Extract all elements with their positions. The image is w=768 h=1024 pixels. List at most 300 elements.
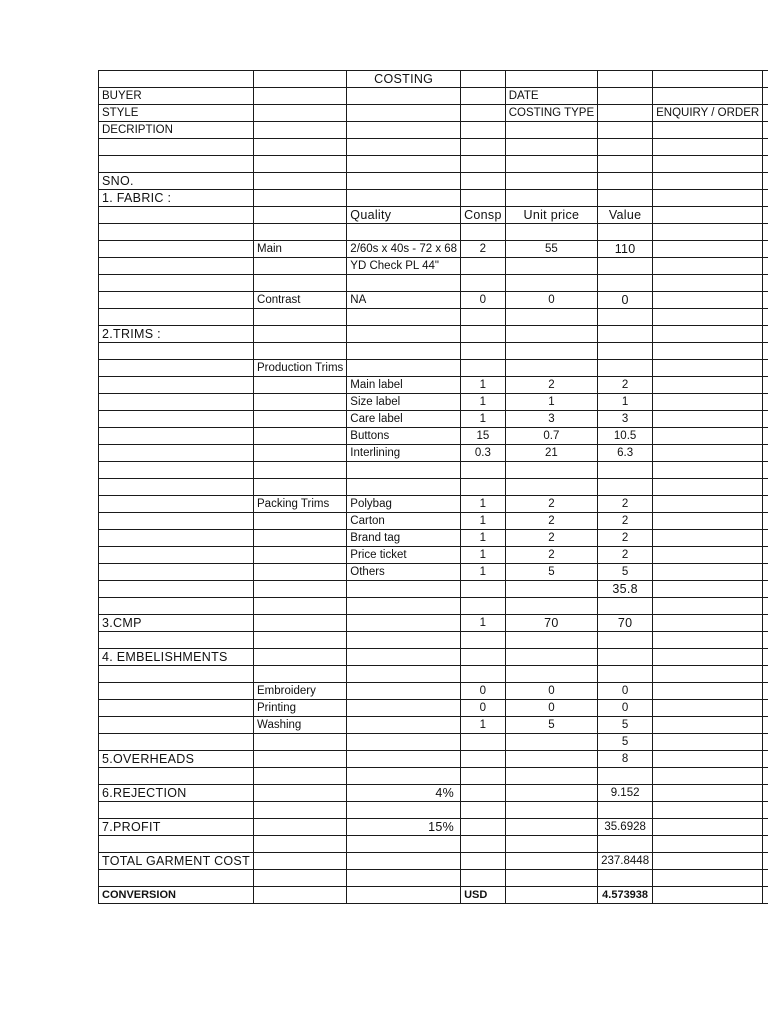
- sheet-cell[interactable]: [347, 836, 461, 853]
- sheet-cell[interactable]: [254, 275, 347, 292]
- sheet-cell[interactable]: [461, 479, 506, 496]
- sheet-cell[interactable]: 3: [505, 411, 597, 428]
- sheet-cell[interactable]: [254, 615, 347, 632]
- sheet-cell[interactable]: [505, 173, 597, 190]
- sheet-cell[interactable]: [598, 156, 653, 173]
- sheet-cell[interactable]: [653, 360, 763, 377]
- sheet-cell[interactable]: [763, 360, 768, 377]
- sheet-cell[interactable]: [653, 190, 763, 207]
- sheet-cell[interactable]: [99, 802, 254, 819]
- sheet-cell[interactable]: [653, 224, 763, 241]
- sheet-cell[interactable]: [763, 479, 768, 496]
- sheet-cell[interactable]: [505, 853, 597, 870]
- sheet-cell[interactable]: [763, 275, 768, 292]
- sheet-cell[interactable]: [598, 768, 653, 785]
- sheet-cell[interactable]: [653, 632, 763, 649]
- sheet-cell[interactable]: [99, 139, 254, 156]
- sheet-cell[interactable]: [461, 853, 506, 870]
- sheet-cell[interactable]: [763, 598, 768, 615]
- sheet-cell[interactable]: 2: [505, 496, 597, 513]
- sheet-cell[interactable]: 1: [461, 717, 506, 734]
- sheet-cell[interactable]: [505, 479, 597, 496]
- sheet-cell[interactable]: [763, 751, 768, 768]
- sheet-cell[interactable]: 1: [461, 496, 506, 513]
- sheet-cell[interactable]: [505, 190, 597, 207]
- sheet-cell[interactable]: [461, 173, 506, 190]
- sheet-cell[interactable]: [254, 88, 347, 105]
- sheet-cell[interactable]: [598, 360, 653, 377]
- sheet-cell[interactable]: [653, 173, 763, 190]
- sheet-cell[interactable]: [763, 496, 768, 513]
- sheet-cell[interactable]: [653, 717, 763, 734]
- sheet-cell[interactable]: 70: [505, 615, 597, 632]
- sheet-cell[interactable]: [763, 139, 768, 156]
- sheet-cell[interactable]: Brand tag: [347, 530, 461, 547]
- sheet-cell[interactable]: [99, 547, 254, 564]
- sheet-cell[interactable]: [763, 156, 768, 173]
- sheet-cell[interactable]: [505, 649, 597, 666]
- sheet-cell[interactable]: [505, 751, 597, 768]
- sheet-cell[interactable]: [763, 785, 768, 802]
- sheet-cell[interactable]: Size label: [347, 394, 461, 411]
- sheet-cell[interactable]: [653, 785, 763, 802]
- sheet-cell[interactable]: [763, 836, 768, 853]
- sheet-cell[interactable]: [347, 581, 461, 598]
- sheet-cell[interactable]: [347, 649, 461, 666]
- sheet-cell[interactable]: [763, 513, 768, 530]
- sheet-cell[interactable]: [763, 887, 768, 904]
- sheet-cell[interactable]: 2: [505, 513, 597, 530]
- sheet-cell[interactable]: Main: [254, 241, 347, 258]
- sheet-cell[interactable]: [763, 173, 768, 190]
- sheet-cell[interactable]: Care label: [347, 411, 461, 428]
- sheet-cell[interactable]: 4. EMBELISHMENTS: [99, 649, 254, 666]
- sheet-cell[interactable]: Embroidery: [254, 683, 347, 700]
- sheet-cell[interactable]: [653, 122, 763, 139]
- sheet-cell[interactable]: [254, 122, 347, 139]
- sheet-cell[interactable]: [461, 649, 506, 666]
- sheet-cell[interactable]: [347, 156, 461, 173]
- sheet-cell[interactable]: [763, 258, 768, 275]
- sheet-cell[interactable]: [347, 88, 461, 105]
- sheet-cell[interactable]: [505, 224, 597, 241]
- sheet-cell[interactable]: [461, 122, 506, 139]
- sheet-cell[interactable]: [347, 751, 461, 768]
- sheet-cell[interactable]: [763, 411, 768, 428]
- sheet-cell[interactable]: [763, 462, 768, 479]
- sheet-cell[interactable]: [653, 615, 763, 632]
- sheet-cell[interactable]: [99, 360, 254, 377]
- sheet-cell[interactable]: 1. FABRIC :: [99, 190, 254, 207]
- sheet-cell[interactable]: [763, 292, 768, 309]
- sheet-cell[interactable]: [763, 445, 768, 462]
- sheet-cell[interactable]: [99, 241, 254, 258]
- sheet-cell[interactable]: [763, 819, 768, 836]
- sheet-cell[interactable]: [254, 530, 347, 547]
- sheet-cell[interactable]: 2/60s x 40s - 72 x 68: [347, 241, 461, 258]
- sheet-cell[interactable]: [653, 870, 763, 887]
- sheet-cell[interactable]: [763, 428, 768, 445]
- sheet-cell[interactable]: 0.3: [461, 445, 506, 462]
- sheet-cell[interactable]: [99, 343, 254, 360]
- sheet-cell[interactable]: [99, 224, 254, 241]
- sheet-cell[interactable]: [653, 666, 763, 683]
- sheet-cell[interactable]: [99, 428, 254, 445]
- sheet-cell[interactable]: [505, 802, 597, 819]
- sheet-cell[interactable]: 0: [505, 700, 597, 717]
- sheet-cell[interactable]: [598, 666, 653, 683]
- sheet-cell[interactable]: [763, 768, 768, 785]
- sheet-cell[interactable]: [99, 666, 254, 683]
- sheet-cell[interactable]: [347, 105, 461, 122]
- sheet-cell[interactable]: [653, 564, 763, 581]
- sheet-cell[interactable]: [99, 870, 254, 887]
- sheet-cell[interactable]: [99, 717, 254, 734]
- sheet-cell[interactable]: [598, 309, 653, 326]
- sheet-cell[interactable]: [598, 870, 653, 887]
- sheet-cell[interactable]: 1: [598, 394, 653, 411]
- sheet-cell[interactable]: 21: [505, 445, 597, 462]
- sheet-cell[interactable]: 2.TRIMS :: [99, 326, 254, 343]
- sheet-cell[interactable]: 0: [598, 683, 653, 700]
- sheet-cell[interactable]: [254, 156, 347, 173]
- sheet-cell[interactable]: [653, 598, 763, 615]
- sheet-cell[interactable]: [653, 887, 763, 904]
- sheet-cell[interactable]: [653, 734, 763, 751]
- sheet-cell[interactable]: [763, 88, 768, 105]
- sheet-cell[interactable]: [461, 309, 506, 326]
- sheet-cell[interactable]: [505, 343, 597, 360]
- sheet-cell[interactable]: [763, 224, 768, 241]
- sheet-cell[interactable]: [505, 71, 597, 88]
- sheet-cell[interactable]: [763, 377, 768, 394]
- sheet-cell[interactable]: [461, 598, 506, 615]
- sheet-cell[interactable]: [653, 768, 763, 785]
- sheet-cell[interactable]: [254, 734, 347, 751]
- sheet-cell[interactable]: [653, 479, 763, 496]
- sheet-cell[interactable]: 70: [598, 615, 653, 632]
- sheet-cell[interactable]: [254, 326, 347, 343]
- sheet-cell[interactable]: Unit price: [505, 207, 597, 224]
- sheet-cell[interactable]: [763, 309, 768, 326]
- sheet-cell[interactable]: 0: [461, 700, 506, 717]
- sheet-cell[interactable]: [347, 887, 461, 904]
- sheet-cell[interactable]: [598, 632, 653, 649]
- sheet-cell[interactable]: Washing: [254, 717, 347, 734]
- sheet-cell[interactable]: COSTING TYPE: [505, 105, 597, 122]
- sheet-cell[interactable]: [763, 649, 768, 666]
- sheet-cell[interactable]: [763, 241, 768, 258]
- sheet-cell[interactable]: [653, 683, 763, 700]
- sheet-cell[interactable]: 0: [598, 700, 653, 717]
- sheet-cell[interactable]: [254, 581, 347, 598]
- sheet-cell[interactable]: [763, 326, 768, 343]
- sheet-cell[interactable]: [254, 564, 347, 581]
- sheet-cell[interactable]: [461, 836, 506, 853]
- sheet-cell[interactable]: Interlining: [347, 445, 461, 462]
- sheet-cell[interactable]: 8: [598, 751, 653, 768]
- sheet-cell[interactable]: [254, 224, 347, 241]
- sheet-cell[interactable]: [461, 581, 506, 598]
- sheet-cell[interactable]: [653, 394, 763, 411]
- sheet-cell[interactable]: [763, 105, 768, 122]
- sheet-cell[interactable]: [598, 479, 653, 496]
- sheet-cell[interactable]: [505, 258, 597, 275]
- sheet-cell[interactable]: [505, 768, 597, 785]
- sheet-cell[interactable]: [653, 343, 763, 360]
- sheet-cell[interactable]: [763, 632, 768, 649]
- sheet-cell[interactable]: 0.7: [505, 428, 597, 445]
- sheet-cell[interactable]: [461, 768, 506, 785]
- sheet-cell[interactable]: [347, 360, 461, 377]
- sheet-cell[interactable]: Quality: [347, 207, 461, 224]
- sheet-cell[interactable]: [254, 632, 347, 649]
- sheet-cell[interactable]: [254, 836, 347, 853]
- sheet-cell[interactable]: [763, 700, 768, 717]
- sheet-cell[interactable]: 0: [505, 292, 597, 309]
- sheet-cell[interactable]: [461, 734, 506, 751]
- sheet-cell[interactable]: [598, 275, 653, 292]
- sheet-cell[interactable]: [461, 224, 506, 241]
- sheet-cell[interactable]: [254, 394, 347, 411]
- sheet-cell[interactable]: [505, 632, 597, 649]
- sheet-cell[interactable]: [598, 173, 653, 190]
- sheet-cell[interactable]: [505, 887, 597, 904]
- sheet-cell[interactable]: [347, 326, 461, 343]
- sheet-cell[interactable]: 6.3: [598, 445, 653, 462]
- sheet-cell[interactable]: [99, 394, 254, 411]
- sheet-cell[interactable]: [461, 326, 506, 343]
- sheet-cell[interactable]: 4.573938: [598, 887, 653, 904]
- sheet-cell[interactable]: 2: [505, 547, 597, 564]
- sheet-cell[interactable]: [254, 411, 347, 428]
- sheet-cell[interactable]: [461, 751, 506, 768]
- sheet-cell[interactable]: [653, 853, 763, 870]
- sheet-cell[interactable]: [653, 139, 763, 156]
- sheet-cell[interactable]: [347, 870, 461, 887]
- sheet-cell[interactable]: 35.8: [598, 581, 653, 598]
- sheet-cell[interactable]: [653, 207, 763, 224]
- sheet-cell[interactable]: [505, 819, 597, 836]
- sheet-cell[interactable]: [763, 190, 768, 207]
- sheet-cell[interactable]: [254, 649, 347, 666]
- sheet-cell[interactable]: Consp: [461, 207, 506, 224]
- sheet-cell[interactable]: Production Trims: [254, 360, 347, 377]
- sheet-cell[interactable]: DATE: [505, 88, 597, 105]
- sheet-cell[interactable]: [347, 683, 461, 700]
- sheet-cell[interactable]: [653, 445, 763, 462]
- sheet-cell[interactable]: [347, 309, 461, 326]
- sheet-cell[interactable]: Packing Trims: [254, 496, 347, 513]
- sheet-cell[interactable]: [254, 853, 347, 870]
- sheet-cell[interactable]: [505, 139, 597, 156]
- sheet-cell[interactable]: Carton: [347, 513, 461, 530]
- sheet-cell[interactable]: [598, 224, 653, 241]
- sheet-cell[interactable]: [505, 666, 597, 683]
- sheet-cell[interactable]: 2: [461, 241, 506, 258]
- sheet-cell[interactable]: [505, 734, 597, 751]
- sheet-cell[interactable]: [99, 445, 254, 462]
- sheet-cell[interactable]: [254, 377, 347, 394]
- sheet-cell[interactable]: 5.OVERHEADS: [99, 751, 254, 768]
- sheet-cell[interactable]: [461, 785, 506, 802]
- sheet-cell[interactable]: 55: [505, 241, 597, 258]
- sheet-cell[interactable]: 2: [598, 513, 653, 530]
- sheet-cell[interactable]: [99, 564, 254, 581]
- sheet-cell[interactable]: [763, 683, 768, 700]
- sheet-cell[interactable]: [505, 275, 597, 292]
- sheet-cell[interactable]: [505, 870, 597, 887]
- sheet-cell[interactable]: Polybag: [347, 496, 461, 513]
- sheet-cell[interactable]: [99, 768, 254, 785]
- sheet-cell[interactable]: 0: [598, 292, 653, 309]
- sheet-cell[interactable]: [254, 71, 347, 88]
- sheet-cell[interactable]: [505, 309, 597, 326]
- sheet-cell[interactable]: [347, 224, 461, 241]
- sheet-cell[interactable]: 0: [461, 292, 506, 309]
- sheet-cell[interactable]: 2: [505, 377, 597, 394]
- sheet-cell[interactable]: [254, 445, 347, 462]
- sheet-cell[interactable]: [254, 887, 347, 904]
- sheet-cell[interactable]: [254, 768, 347, 785]
- sheet-cell[interactable]: [461, 190, 506, 207]
- sheet-cell[interactable]: [99, 309, 254, 326]
- sheet-cell[interactable]: [653, 802, 763, 819]
- sheet-cell[interactable]: [254, 343, 347, 360]
- sheet-cell[interactable]: BUYER: [99, 88, 254, 105]
- sheet-cell[interactable]: 5: [505, 717, 597, 734]
- sheet-cell[interactable]: [653, 513, 763, 530]
- sheet-cell[interactable]: [598, 71, 653, 88]
- sheet-cell[interactable]: [653, 581, 763, 598]
- sheet-cell[interactable]: [254, 258, 347, 275]
- sheet-cell[interactable]: [505, 785, 597, 802]
- sheet-cell[interactable]: 2: [598, 496, 653, 513]
- sheet-cell[interactable]: 4%: [347, 785, 461, 802]
- sheet-cell[interactable]: [763, 530, 768, 547]
- sheet-cell[interactable]: [347, 479, 461, 496]
- sheet-cell[interactable]: [254, 598, 347, 615]
- sheet-cell[interactable]: [254, 513, 347, 530]
- sheet-cell[interactable]: [99, 598, 254, 615]
- sheet-cell[interactable]: [254, 802, 347, 819]
- sheet-cell[interactable]: [505, 836, 597, 853]
- sheet-cell[interactable]: [763, 666, 768, 683]
- sheet-cell[interactable]: USD: [461, 887, 506, 904]
- sheet-cell[interactable]: [99, 207, 254, 224]
- sheet-cell[interactable]: NA: [347, 292, 461, 309]
- sheet-cell[interactable]: [461, 870, 506, 887]
- sheet-cell[interactable]: [653, 836, 763, 853]
- sheet-cell[interactable]: [461, 275, 506, 292]
- sheet-cell[interactable]: [461, 258, 506, 275]
- sheet-cell[interactable]: [99, 734, 254, 751]
- sheet-cell[interactable]: [505, 326, 597, 343]
- sheet-cell[interactable]: [763, 71, 768, 88]
- sheet-cell[interactable]: [598, 649, 653, 666]
- sheet-cell[interactable]: [505, 598, 597, 615]
- sheet-cell[interactable]: 5: [598, 564, 653, 581]
- sheet-cell[interactable]: TOTAL GARMENT COST: [99, 853, 254, 870]
- sheet-cell[interactable]: [254, 785, 347, 802]
- sheet-cell[interactable]: [99, 275, 254, 292]
- sheet-cell[interactable]: [254, 819, 347, 836]
- sheet-cell[interactable]: [254, 173, 347, 190]
- sheet-cell[interactable]: [598, 343, 653, 360]
- sheet-cell[interactable]: [99, 258, 254, 275]
- sheet-cell[interactable]: [598, 598, 653, 615]
- sheet-cell[interactable]: [254, 105, 347, 122]
- sheet-cell[interactable]: [598, 258, 653, 275]
- sheet-cell[interactable]: [653, 241, 763, 258]
- sheet-cell[interactable]: [347, 190, 461, 207]
- sheet-cell[interactable]: [653, 275, 763, 292]
- sheet-cell[interactable]: [254, 870, 347, 887]
- sheet-cell[interactable]: 3: [598, 411, 653, 428]
- sheet-cell[interactable]: SNO.: [99, 173, 254, 190]
- sheet-cell[interactable]: [505, 156, 597, 173]
- sheet-cell[interactable]: [99, 71, 254, 88]
- sheet-cell[interactable]: 6.REJECTION: [99, 785, 254, 802]
- sheet-cell[interactable]: 5: [598, 717, 653, 734]
- sheet-cell[interactable]: 35.6928: [598, 819, 653, 836]
- sheet-cell[interactable]: [653, 326, 763, 343]
- sheet-cell[interactable]: [347, 768, 461, 785]
- sheet-cell[interactable]: 1: [461, 547, 506, 564]
- sheet-cell[interactable]: [763, 734, 768, 751]
- sheet-cell[interactable]: 1: [461, 615, 506, 632]
- sheet-cell[interactable]: [653, 377, 763, 394]
- sheet-cell[interactable]: Printing: [254, 700, 347, 717]
- sheet-cell[interactable]: [461, 343, 506, 360]
- sheet-cell[interactable]: [347, 666, 461, 683]
- sheet-cell[interactable]: 15: [461, 428, 506, 445]
- sheet-cell[interactable]: Others: [347, 564, 461, 581]
- sheet-cell[interactable]: 0: [461, 683, 506, 700]
- sheet-cell[interactable]: [598, 122, 653, 139]
- sheet-cell[interactable]: [461, 819, 506, 836]
- sheet-cell[interactable]: [254, 207, 347, 224]
- sheet-cell[interactable]: [763, 394, 768, 411]
- sheet-cell[interactable]: 5: [505, 564, 597, 581]
- sheet-cell[interactable]: [598, 802, 653, 819]
- sheet-cell[interactable]: [763, 802, 768, 819]
- sheet-cell[interactable]: [598, 326, 653, 343]
- sheet-cell[interactable]: [653, 156, 763, 173]
- sheet-cell[interactable]: [763, 615, 768, 632]
- sheet-cell[interactable]: 1: [461, 411, 506, 428]
- sheet-cell[interactable]: [653, 428, 763, 445]
- sheet-cell[interactable]: 2: [505, 530, 597, 547]
- sheet-cell[interactable]: [461, 632, 506, 649]
- sheet-cell[interactable]: [653, 88, 763, 105]
- sheet-cell[interactable]: Price ticket: [347, 547, 461, 564]
- sheet-cell[interactable]: Main label: [347, 377, 461, 394]
- sheet-cell[interactable]: 9.152: [598, 785, 653, 802]
- sheet-cell[interactable]: 1: [461, 513, 506, 530]
- sheet-cell[interactable]: 0: [505, 683, 597, 700]
- sheet-cell[interactable]: [763, 207, 768, 224]
- sheet-cell[interactable]: [505, 122, 597, 139]
- sheet-cell[interactable]: [99, 292, 254, 309]
- sheet-cell[interactable]: [653, 309, 763, 326]
- sheet-cell[interactable]: [653, 411, 763, 428]
- sheet-cell[interactable]: [598, 105, 653, 122]
- sheet-cell[interactable]: Contrast: [254, 292, 347, 309]
- sheet-cell[interactable]: [763, 581, 768, 598]
- sheet-cell[interactable]: [254, 139, 347, 156]
- sheet-cell[interactable]: [254, 751, 347, 768]
